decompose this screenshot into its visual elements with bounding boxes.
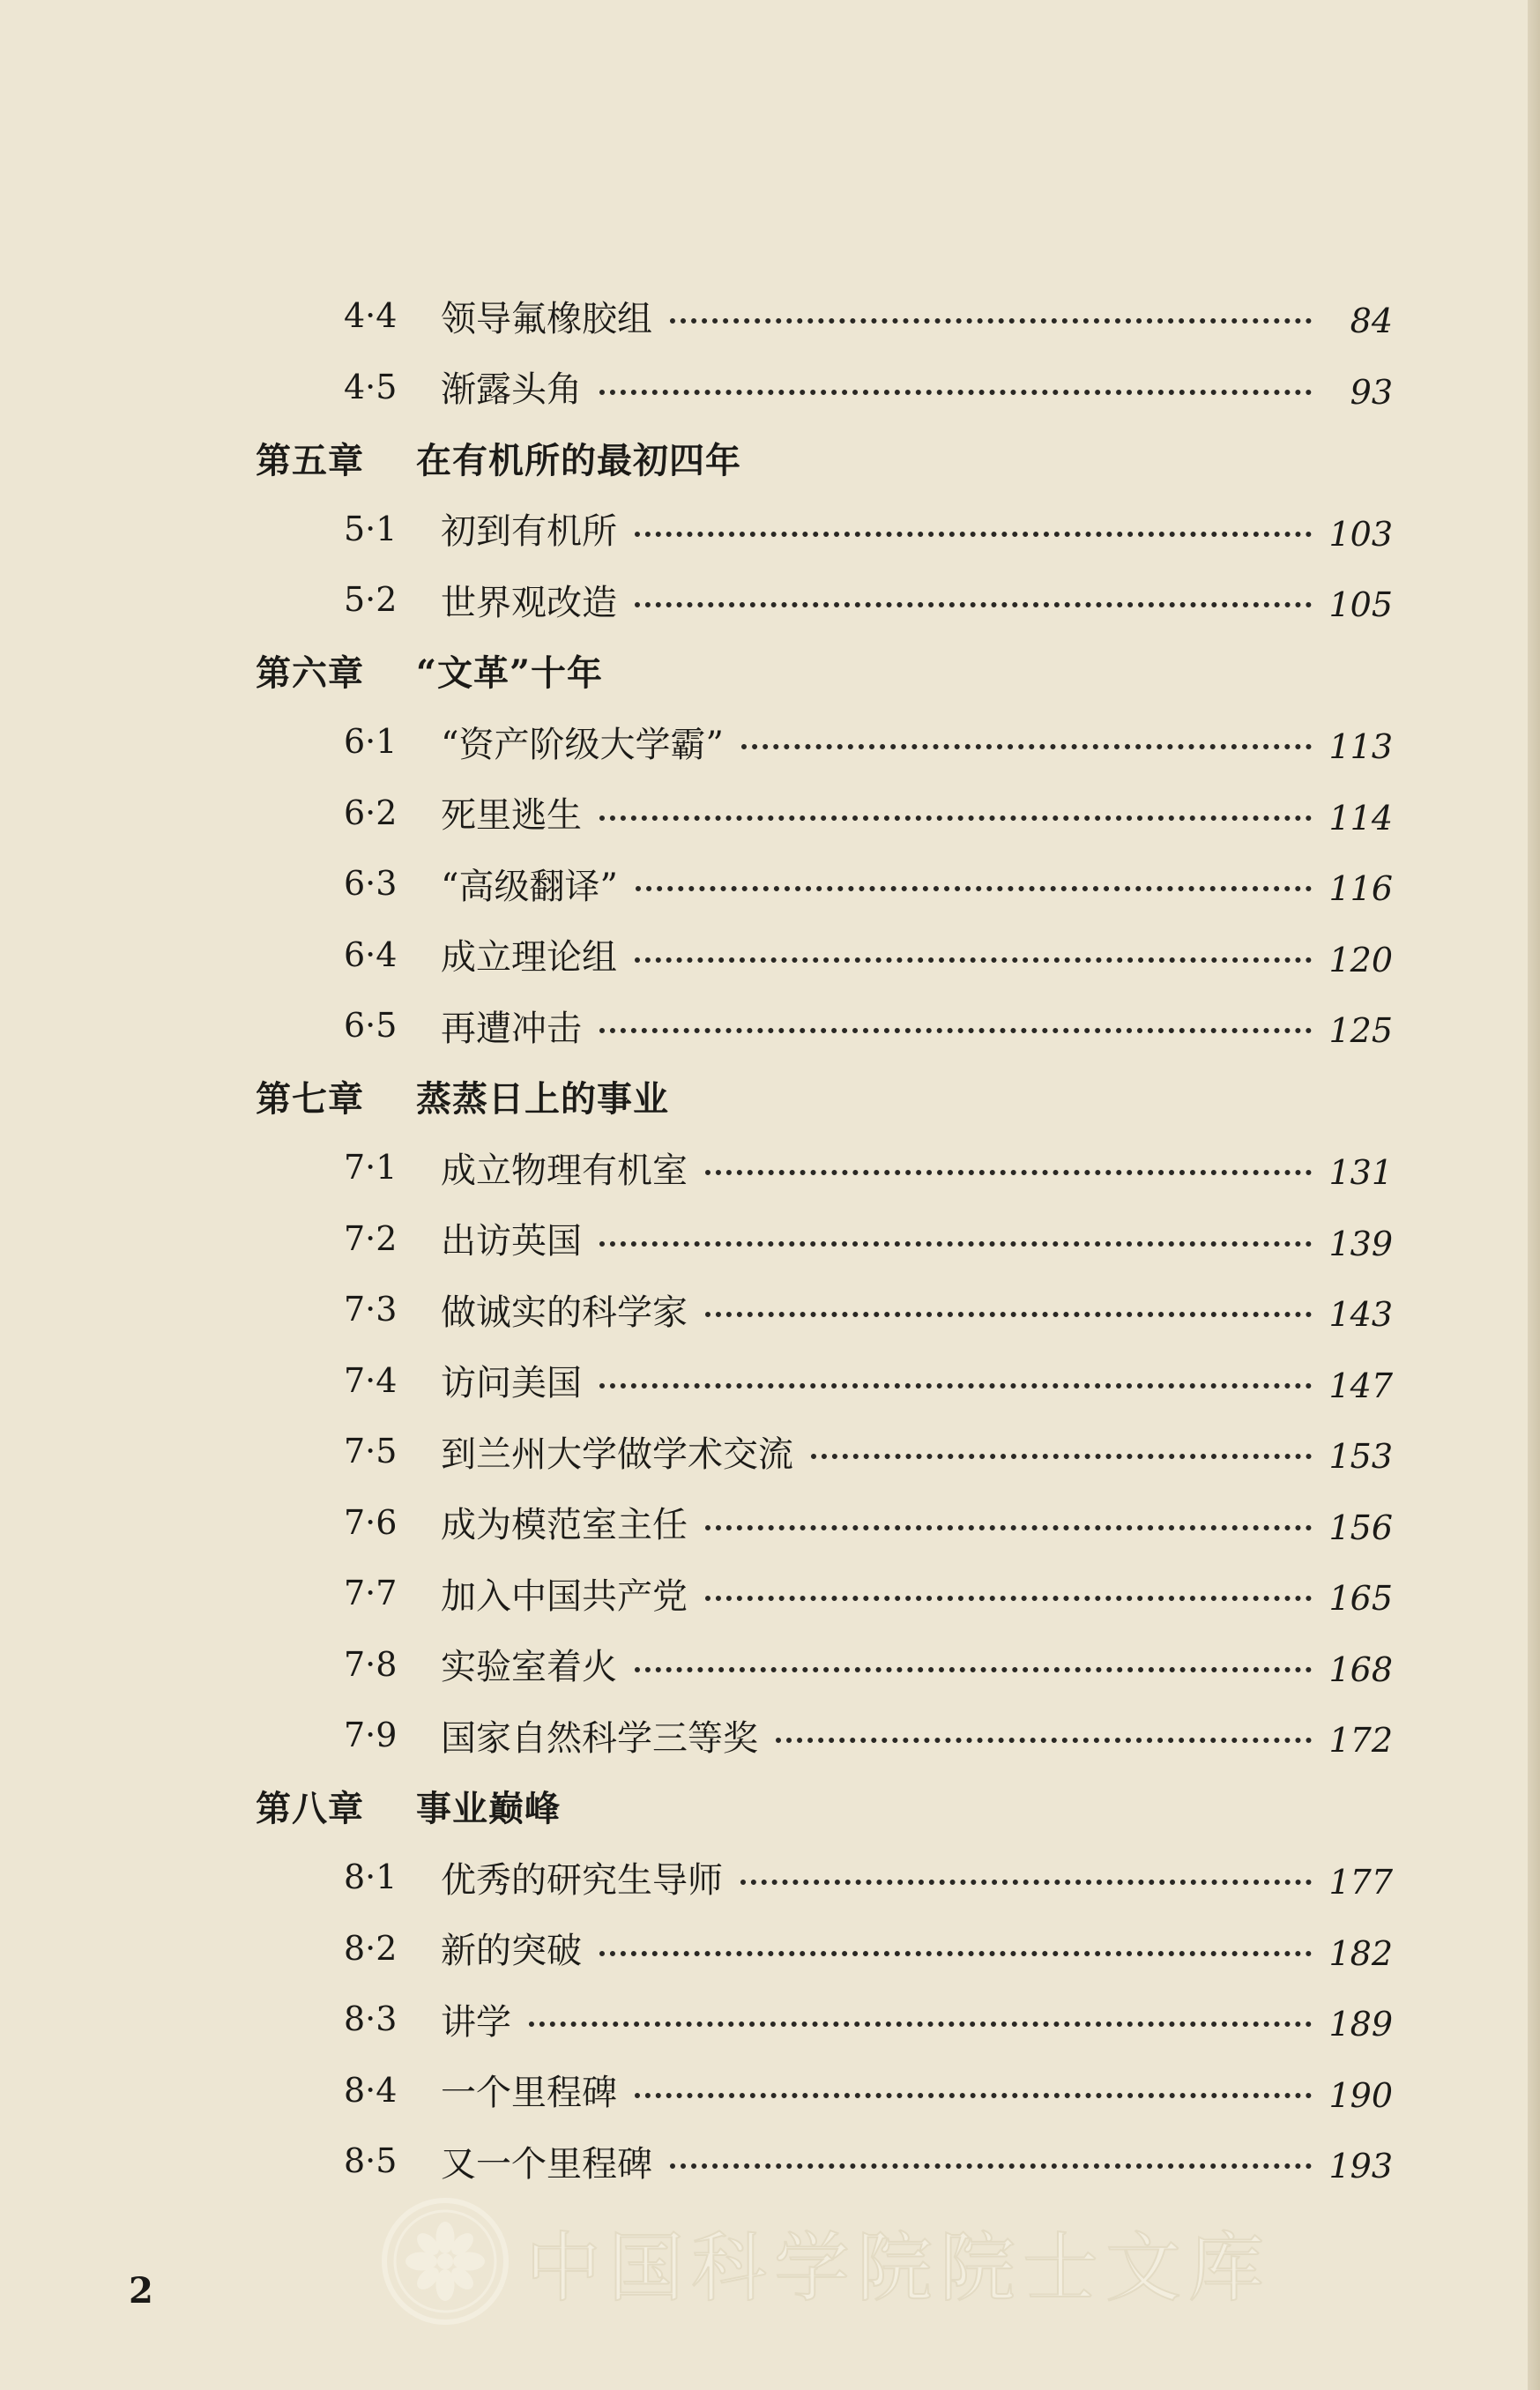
section-title: 新的突破 xyxy=(441,1931,582,1972)
section-title: 讲学 xyxy=(441,2001,511,2043)
toc-page-number: 93 xyxy=(1350,372,1393,412)
section-title: 访问美国 xyxy=(441,1363,582,1404)
section-title: 世界观改造 xyxy=(441,582,617,623)
dot-leader xyxy=(705,1596,1312,1601)
chapter-number: 第六章 xyxy=(256,652,364,695)
dot-leader xyxy=(740,1880,1312,1885)
toc-page-number: 193 xyxy=(1328,2147,1393,2186)
section-number: 7·8 xyxy=(344,1644,398,1684)
section-number: 6·1 xyxy=(344,722,398,762)
toc-entry xyxy=(256,2055,1393,2126)
toc-page-number: 177 xyxy=(1328,1863,1393,1902)
chapter-heading xyxy=(256,1771,1393,1843)
toc-entry xyxy=(256,778,1393,849)
toc-page-number: 114 xyxy=(1328,798,1393,838)
chapter-heading xyxy=(256,422,1393,494)
section-number: 4·5 xyxy=(344,367,398,406)
toc-entry xyxy=(256,352,1393,423)
page-edge xyxy=(1528,0,1540,2390)
section-title: 初到有机所 xyxy=(441,511,617,553)
toc-entry xyxy=(256,1203,1393,1275)
chapter-number: 第八章 xyxy=(256,1788,364,1830)
section-title: “资产阶级大学霸” xyxy=(441,724,724,765)
section-number: 8·3 xyxy=(344,1999,398,2039)
section-title: 出访英国 xyxy=(441,1221,582,1262)
section-title: 渐露头角 xyxy=(441,369,582,411)
toc-entry xyxy=(256,706,1393,778)
toc-page-number: 113 xyxy=(1328,727,1393,767)
dot-leader xyxy=(599,390,1312,395)
section-number: 7·7 xyxy=(344,1574,398,1613)
dot-leader xyxy=(705,1170,1312,1175)
section-title: 实验室着火 xyxy=(441,1647,617,1688)
dot-leader xyxy=(599,1241,1312,1247)
dot-leader xyxy=(636,886,1312,891)
toc-entry xyxy=(256,1132,1393,1203)
chapter-title: “文革”十年 xyxy=(416,652,604,695)
toc-entry xyxy=(256,280,1393,352)
toc-page-number: 172 xyxy=(1328,1721,1393,1761)
section-number: 7·6 xyxy=(344,1502,398,1542)
chapter-number: 第五章 xyxy=(256,439,364,481)
toc-page-number: 120 xyxy=(1328,940,1393,979)
section-number: 7·5 xyxy=(344,1432,398,1471)
dot-leader xyxy=(705,1525,1312,1530)
section-title: 领导氟橡胶组 xyxy=(441,298,652,339)
toc-page-number: 143 xyxy=(1328,1295,1393,1335)
chapter-heading xyxy=(256,636,1393,707)
section-title: 到兰州大学做学术交流 xyxy=(441,1433,793,1475)
toc-entry xyxy=(256,1345,1393,1417)
dot-leader xyxy=(599,1951,1312,1956)
toc-entry xyxy=(256,1558,1393,1629)
chapter-title: 在有机所的最初四年 xyxy=(416,439,741,481)
toc-page-number: 125 xyxy=(1328,1011,1393,1051)
toc-page-number: 182 xyxy=(1328,1933,1393,1973)
toc-entry xyxy=(256,1629,1393,1701)
toc-page-number: 189 xyxy=(1328,2005,1393,2044)
toc-page-number: 190 xyxy=(1328,2075,1393,2115)
dot-leader xyxy=(599,1383,1312,1389)
section-number: 7·9 xyxy=(344,1716,398,1755)
section-number: 8·2 xyxy=(344,1928,398,1968)
dot-leader xyxy=(705,1312,1312,1317)
section-number: 6·2 xyxy=(344,793,398,832)
section-title: 死里逃生 xyxy=(441,795,582,837)
dot-leader xyxy=(811,1454,1312,1459)
toc-entry xyxy=(256,1913,1393,1984)
section-number: 6·3 xyxy=(344,864,398,904)
section-number: 4·4 xyxy=(344,296,398,336)
toc-entry xyxy=(256,1842,1393,1913)
section-number: 7·3 xyxy=(344,1290,398,1329)
section-title: 优秀的研究生导师 xyxy=(441,1859,723,1901)
dot-leader xyxy=(670,2163,1312,2169)
toc-entry xyxy=(256,2126,1393,2197)
chapter-number: 第七章 xyxy=(256,1078,364,1121)
toc-entry xyxy=(256,1487,1393,1559)
toc-page-number: 168 xyxy=(1328,1649,1393,1689)
section-number: 8·1 xyxy=(344,1858,398,1897)
section-number: 8·4 xyxy=(344,2070,398,2110)
dot-leader xyxy=(635,602,1312,607)
chapter-heading xyxy=(256,1061,1393,1133)
toc-entry xyxy=(256,1700,1393,1771)
section-title: “高级翻译” xyxy=(441,866,618,907)
toc-entry xyxy=(256,1416,1393,1487)
section-title: 又一个里程碑 xyxy=(441,2143,652,2185)
toc-entry xyxy=(256,564,1393,636)
section-number: 7·1 xyxy=(344,1148,398,1188)
section-number: 5·2 xyxy=(344,580,398,620)
toc-page-number: 147 xyxy=(1328,1366,1393,1405)
toc-entry xyxy=(256,494,1393,565)
dot-leader xyxy=(599,1028,1312,1033)
section-title: 成立理论组 xyxy=(441,937,617,979)
section-title: 再遭冲击 xyxy=(441,1008,582,1049)
toc-page-number: 165 xyxy=(1328,1579,1393,1619)
section-number: 7·2 xyxy=(344,1218,398,1258)
page-number: 2 xyxy=(129,2270,153,2312)
toc-entry xyxy=(256,1274,1393,1345)
section-title: 一个里程碑 xyxy=(441,2073,617,2114)
toc-entry xyxy=(256,990,1393,1061)
dot-leader xyxy=(741,744,1312,749)
section-title: 成为模范室主任 xyxy=(441,1505,688,1546)
dot-leader xyxy=(635,957,1312,963)
section-number: 5·1 xyxy=(344,509,398,548)
dot-leader xyxy=(635,532,1312,537)
toc-page-number: 103 xyxy=(1328,514,1393,554)
dot-leader xyxy=(529,2021,1312,2027)
toc-entry xyxy=(256,1984,1393,2055)
chapter-title: 蒸蒸日上的事业 xyxy=(416,1078,669,1121)
toc-entry xyxy=(256,920,1393,991)
dot-leader xyxy=(599,815,1312,821)
toc-page-number: 131 xyxy=(1328,1153,1393,1193)
toc-page-number: 139 xyxy=(1328,1224,1393,1263)
dot-leader xyxy=(635,2093,1312,2098)
section-title: 做诚实的科学家 xyxy=(441,1292,688,1333)
section-title: 成立物理有机室 xyxy=(441,1150,688,1191)
dot-leader xyxy=(670,318,1312,324)
toc-page-number: 84 xyxy=(1350,302,1393,341)
toc-page-number: 105 xyxy=(1328,585,1393,625)
academy-emblem-icon xyxy=(379,2195,511,2327)
section-title: 国家自然科学三等奖 xyxy=(441,1717,758,1759)
toc-page-number: 153 xyxy=(1328,1437,1393,1477)
section-number: 8·5 xyxy=(344,2141,398,2181)
watermark-text: 中国科学院院士文库 xyxy=(525,2224,1271,2312)
section-number: 7·4 xyxy=(344,1360,398,1400)
toc-page-number: 116 xyxy=(1328,869,1393,909)
dot-leader xyxy=(635,1667,1312,1672)
toc-entry xyxy=(256,848,1393,920)
watermark xyxy=(379,2195,1271,2327)
section-number: 6·5 xyxy=(344,1006,398,1046)
dot-leader xyxy=(776,1738,1312,1743)
section-number: 6·4 xyxy=(344,934,398,974)
toc-page-number: 156 xyxy=(1328,1508,1393,1547)
chapter-title: 事业巅峰 xyxy=(416,1788,561,1830)
section-title: 加入中国共产党 xyxy=(441,1575,688,1617)
table-of-contents xyxy=(256,280,1393,2197)
